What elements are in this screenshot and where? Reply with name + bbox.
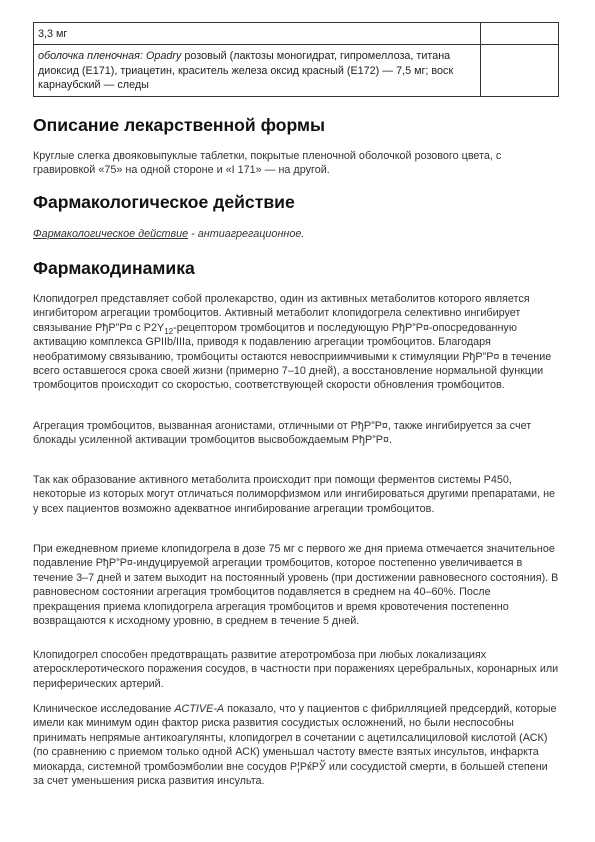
pharmacodynamics-paragraph-5: Клопидогрел способен предотвращать развитие атеротромбоза при любых локализациях атеросклеротического поражения сосудов, в частности при поражениях церебральных, коронарных или периферических артерий. bbox=[33, 649, 559, 690]
table-row bbox=[34, 23, 559, 45]
paragraph-text: -рецептором тромбоцитов и последующую РђР”Р¤-опосредованную активацию комплекса GPIIb/IIIa, приводя к подавлению агрегации тромбоцитов. Благодаря необратимому связыванию, тромбоциты остаются невосприимчивыми к стимуляции РђР”Р¤ в течение всего оставшегося срока своей жизни (примерно 7–10 дней), а восстановление нормальной функции тромбоцитов происходит со скоростью, соответствующей скорости обновления тромбоцитов. bbox=[33, 321, 552, 392]
table-cell bbox=[34, 23, 481, 45]
pharm-action-text bbox=[33, 227, 560, 241]
table-cell bbox=[34, 45, 481, 96]
pharmacodynamics-paragraph-4: При ежедневном приеме клопидогрела в дозе 75 мг с первого же дня приема отмечается значительное подавление РђР”Р¤-индуцируемой агрегации тромбоцитов, которое постепенно увеличивается в течение 3–7 дней и затем выходит на постоянный уровень (при достижении равновесного состояния). В равновесном состоянии агрегация тромбоцитов подавляется в среднем на 40–60%. После прекращения приема клопидогрела агрегация тромбоцитов и время кровотечения постепенно возвращаются к исходному уровню, в среднем в течение 5 дней. bbox=[33, 543, 559, 628]
pharmacodynamics-paragraph-1 bbox=[33, 292, 560, 393]
table-row bbox=[34, 45, 559, 96]
pharmacodynamics-paragraph-2: Агрегация тромбоцитов, вызванная агонистами, отличными от РђР”Р¤, также ингибируется за счет блокады усиленной активации тромбоцитов высвобождаемым РђР”Р¤. bbox=[33, 420, 532, 447]
composition-table-wrap bbox=[33, 22, 560, 97]
pharm-action-link[interactable]: Фармакологическое действие bbox=[33, 228, 189, 240]
section-title-dosage-form: Описание лекарственной формы bbox=[33, 115, 326, 135]
subscript: 12 bbox=[164, 326, 174, 336]
pharm-action-value: - антиагрегационное. bbox=[188, 228, 305, 240]
paragraph-text: Клиническое исследование bbox=[33, 703, 175, 715]
coating-brand: Opadry bbox=[145, 50, 182, 63]
paragraph-text: Клопидогрел представляет собой пролекарство, один из активных метаболитов которого является ингибитором агрегации тромбоцитов. Активный метаболит клопидогрела селективно ингибирует связывание РђР”Р¤ с P2Y bbox=[33, 293, 530, 334]
pharmacodynamics-paragraph-3: Так как образование активного метаболита происходит при помощи ферментов системы P450, некоторые из которых могут отличаться полиморфизмом или ингибироваться другими препаратами, не у всех пациентов возможно адекватное ингибирование агрегации тромбоцитов. bbox=[33, 474, 556, 515]
coating-label: оболочка пленочная: bbox=[38, 50, 143, 63]
study-name: ACTIVE-A bbox=[174, 703, 225, 715]
table-cell bbox=[481, 45, 559, 96]
pharmacodynamics-paragraph-6 bbox=[33, 702, 560, 788]
table-cell bbox=[481, 23, 559, 45]
section-title-pharm-action: Фармакологическое действие bbox=[33, 192, 295, 212]
composition-dose-text: 3,3 мг bbox=[38, 28, 68, 40]
dosage-form-text: Круглые слегка двояковыпуклые таблетки, покрытые пленочной оболочкой розового цвета, с гравировкой «75» на одной стороне и «I 171» — на другой. bbox=[33, 150, 502, 177]
composition-table bbox=[33, 22, 559, 97]
coating-description: розовый (лактозы моногидрат, гипромеллоза, титана диоксид (E171), триацетин, краситель железа оксид красный (E172) — 7,5 мг; воск карнаубский — следы bbox=[38, 50, 454, 92]
section-title-pharmacodynamics: Фармакодинамика bbox=[33, 258, 195, 278]
paragraph-text: показало, что у пациентов с фибрилляцией предсердий, которые имели как минимум один фактор риска развития сосудистых осложнений, но были неспособны принимать непрямые антикоагулянты, клопидогрел в сочетании с ацетилсалициловой кислотой (АСК) (по сравнению с приемом только одной АСК) уменьшал частоту вместе взятых инсультов, инфаркта миокарда, системной тромбоэмболии вне сосудов Р¦РќРЎ или сосудистой смерти, в большей степени за счет уменьшения риска развития инсульта. bbox=[33, 703, 557, 788]
